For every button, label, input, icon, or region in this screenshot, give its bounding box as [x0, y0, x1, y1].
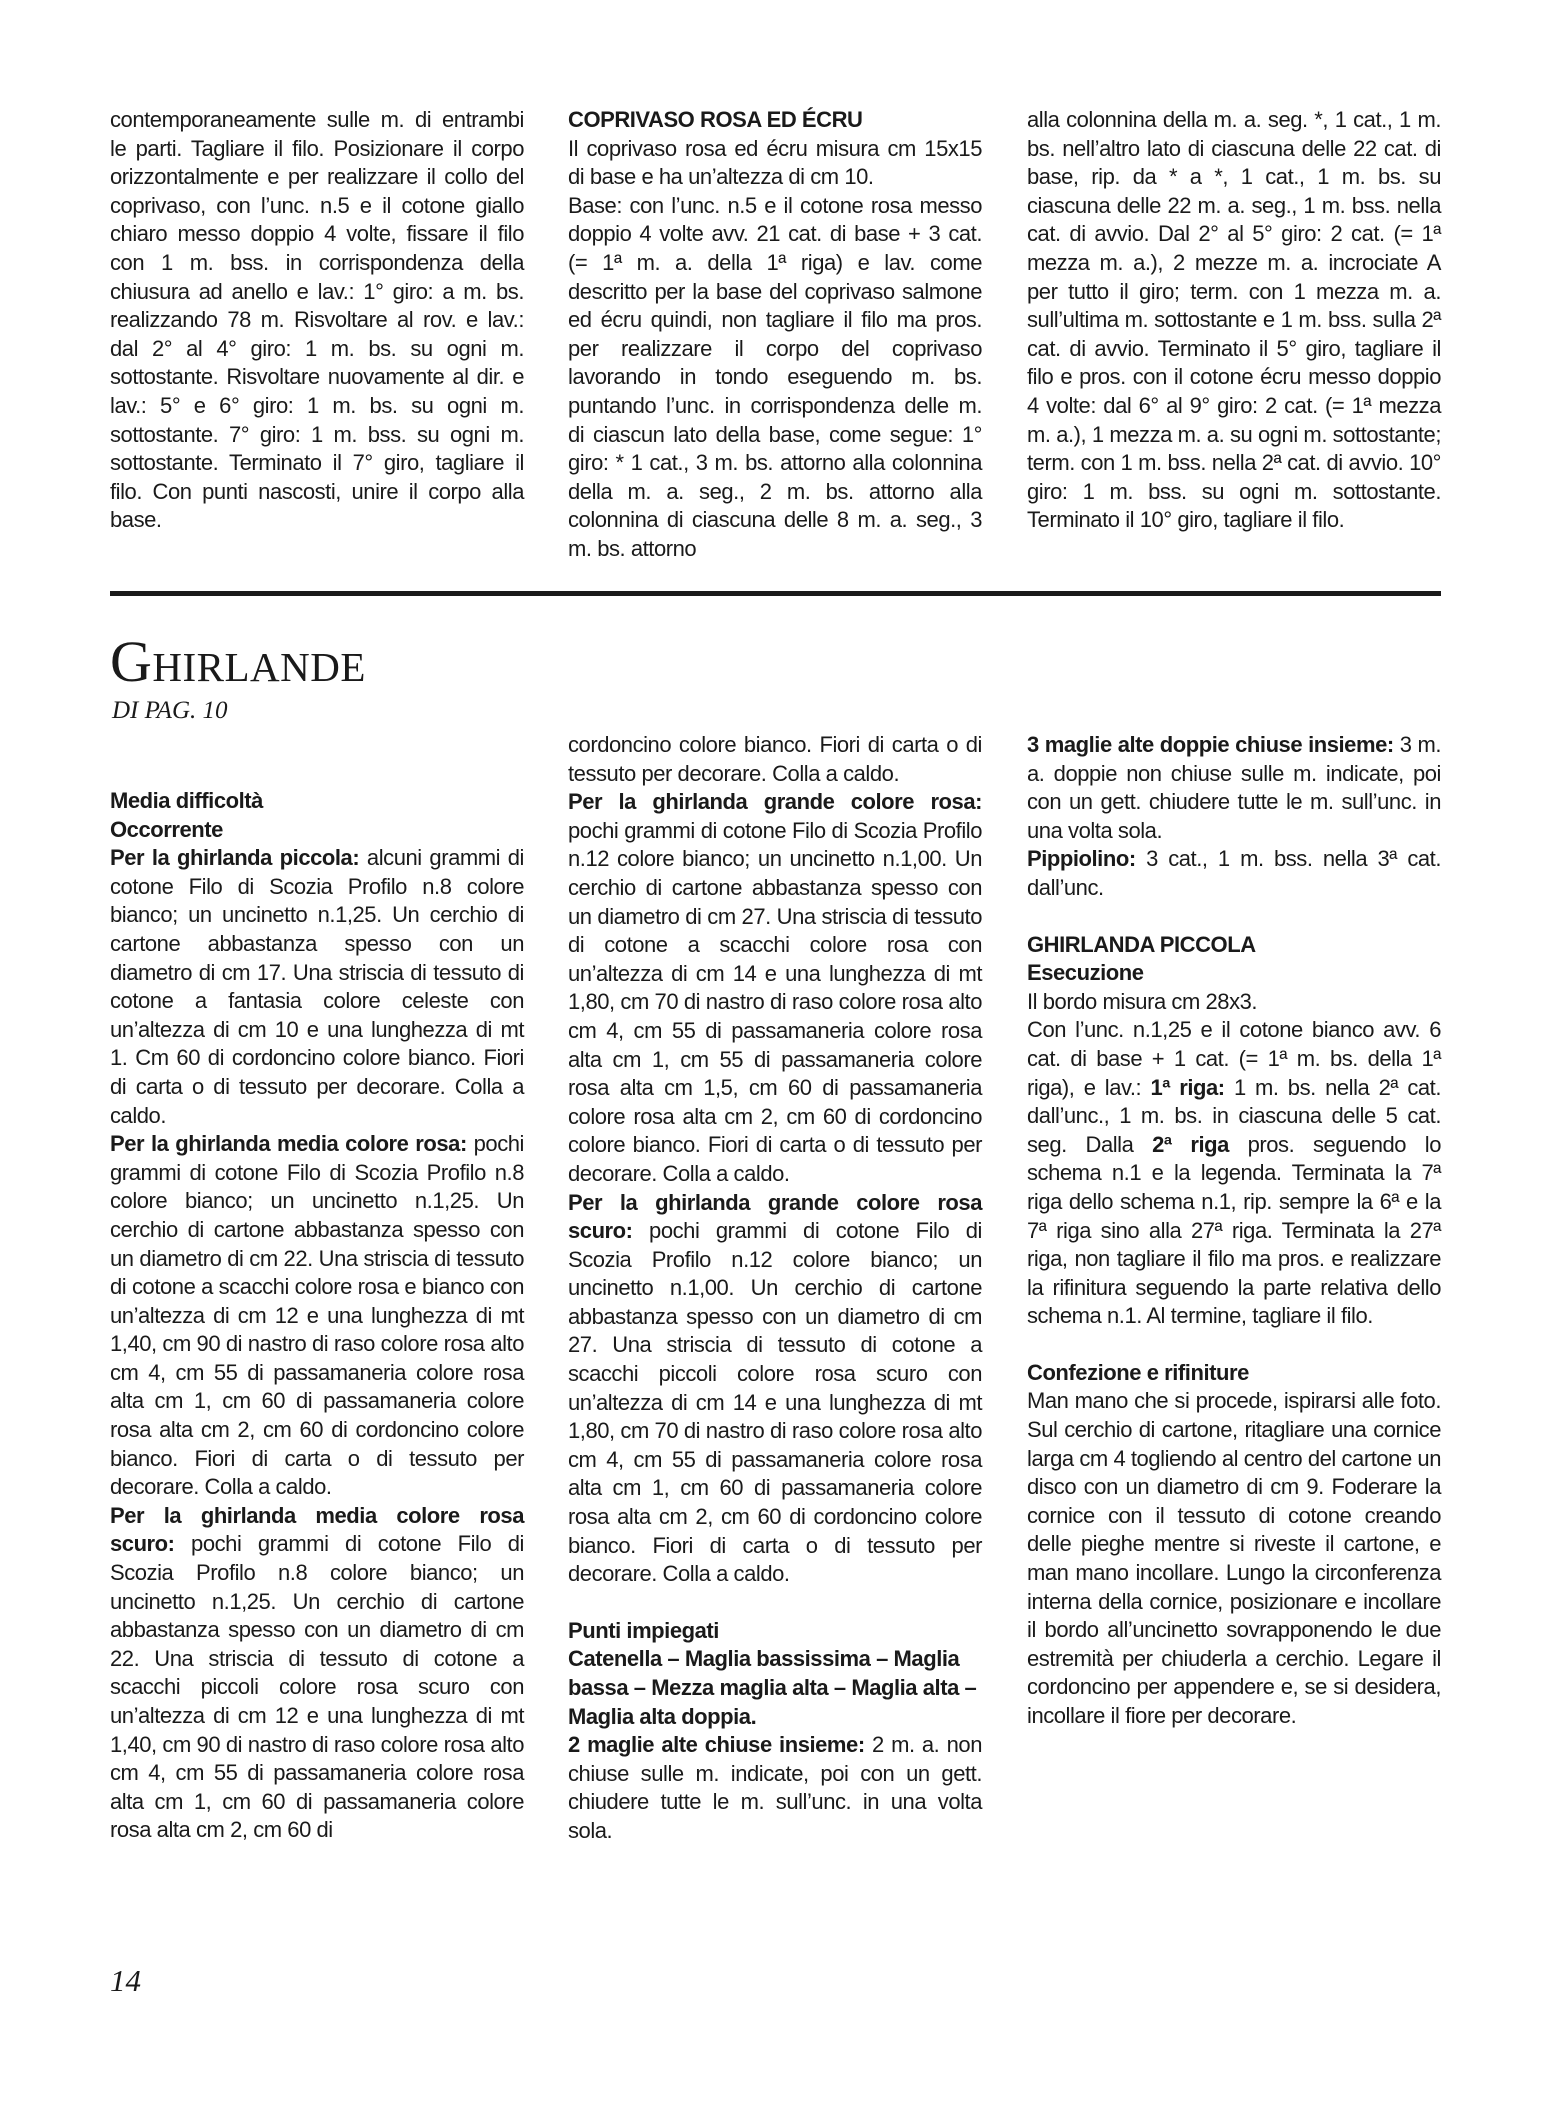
large-pink-materials: Per la ghirlanda grande colore rosa: pochi grammi di cotone Filo di Scozia Profilo n.12 colore bianco; un uncinetto n.1,00. Un cerchio di cartone abbastanza spesso con un diametro di cm 27. Una striscia di tessuto di cotone a scacchi colore rosa con un’altezza di cm 14 e una lunghezza di mt 1,80, cm 70 di nastro di raso colore rosa alto cm 4, cm 55 di passamaneria colore rosa alta cm 1, cm 55 di passamaneria colore rosa alta cm 1,5, cm 60 di passamaneria colore rosa alta cm 2, cm 60 di cordoncino colore bianco. Fiori di carta o di tessuto per decorare. Colla a caldo. [568, 789, 982, 1186]
materials-heading: Occorrente [110, 816, 223, 842]
execution-text: Con l’unc. n.1,25 e il cotone bianco avv. 6 cat. di base + 1 cat. (= 1ª m. bs. della 1ª riga), e lav.: 1ª riga: 1 m. bs. nella 2ª cat. dall’unc., 1 m. bs. in ciascuna delle 5 cat. seg. Dalla 2ª riga pros. seguendo lo schema n.1 e la legenda. Terminata la 7ª riga dello schema n.1, rip. sempre la 6ª e la 7ª riga sino alla 27ª riga. Terminata la 27ª riga, non tagliare il filo ma pros. e realizzare la rifinitura seguendo la parte relativa dello schema n.1. Al termine, tagliare il filo. [1027, 1017, 1441, 1329]
stitches-list: Catenella – Maglia bassissima – Maglia bassa – Mezza maglia alta – Maglia alta – Maglia alta doppia. [568, 1646, 977, 1729]
small-wreath-materials: Per la ghirlanda piccola: alcuni grammi di cotone Filo di Scozia Profilo n.8 colore bianco; un uncinetto n.1,25. Un cerchio di cartone abbastanza spesso con un diametro di cm 17. Una striscia di tessuto di cotone a fantasia colore celeste con un’altezza di cm 10 e una lunghezza di mt 1. Cm 60 di cordoncino colore bianco. Fiori di carta o di tessuto per decorare. Colla a caldo. [110, 845, 524, 1128]
three-dtr-together: 3 maglie alte doppie chiuse insieme: 3 m. a. doppie non chiuse sulle m. indicate, poi con un gett. chiudere tutte le m. sull’unc. in una volta sola. [1027, 732, 1441, 843]
medium-pink-materials: Per la ghirlanda media colore rosa: pochi grammi di cotone Filo di Scozia Profilo n.8 colore bianco; un uncinetto n.1,25. Un cerchio di cartone abbastanza spesso con un diametro di cm 22. Una striscia di tessuto di cotone a scacchi colore rosa e bianco con un’altezza di cm 12 e una lunghezza di mt 1,40, cm 90 di nastro di raso colore rosa alto cm 4, cm 55 di passamaneria colore rosa alta cm 1, cm 60 di passamaneria colore rosa alta cm 2, cm 60 di cordoncino colore bianco. Fiori di carta o di tessuto per decorare. Colla a caldo. [110, 1131, 524, 1500]
page-number: 14 [110, 1963, 141, 1998]
pink-ecru-body: alla colonnina della m. a. seg. *, 1 cat., 1 m. bs. nell’altro lato di ciascuna delle 22 cat. di base, rip. da * a *, 1 cat., 1 m. bs. su ciascuna delle 22 m. a. seg., 1 m. bss. nella cat. di avvio. Dal 2° al 5° giro: 2 cat. (= 1ª mezza m. a.), 2 mezze m. a. incrociate A per tutto il giro; term. con 1 mezza m. a. sull’ultima m. sottostante e 1 m. bss. sulla 2ª cat. di avvio. Terminato il 5° giro, tagliare il filo e pros. con il cotone écru messo doppio 4 volte: dal 6° al 9° giro: 2 cat. (= 1ª mezza m. a.), 1 mezza m. a. su ogni m. sottostante; term. con 1 m. bss. nella 2ª cat. di avvio. 10° giro: 1 m. bss. su ogni m. sottostante. Terminato il 10° giro, tagliare il filo. [1027, 107, 1441, 533]
finishing-heading: Confezione e rifiniture [1027, 1359, 1249, 1385]
section-title: Ghirlande [110, 629, 366, 694]
pink-ecru-heading: COPRIVASO ROSA ED ÉCRU [568, 107, 863, 132]
section-subtitle: DI PAG. 10 [112, 697, 228, 724]
bottom-column-3 [1027, 731, 1441, 1731]
large-dark-materials: Per la ghirlanda grande colore rosa scuro: pochi grammi di cotone Filo di Scozia Profilo n.12 colore bianco; un uncinetto n.1,00. Un cerchio di cartone abbastanza spesso con un diametro di cm 27. Una striscia di tessuto di cotone a scacchi piccoli colore rosa scuro con un’altezza di cm 14 e una lunghezza di mt 1,80, cm 70 di nastro di raso colore rosa alto cm 4, cm 55 di passamaneria colore rosa alta cm 1, cm 60 di passamaneria colore rosa alta cm 2, cm 60 di cordoncino colore bianco. Fiori di carta o di tessuto per decorare. Colla a caldo. [568, 1189, 982, 1587]
top-column-3 [1027, 106, 1441, 535]
difficulty-label: Media difficoltà [110, 788, 263, 813]
top-column-1 [110, 106, 524, 535]
pink-ecru-size: Il coprivaso rosa ed écru misura cm 15x15 di base e ha un’altezza di cm 10. [568, 135, 982, 190]
top-column-2 [568, 106, 982, 564]
small-wreath-heading: GHIRLANDA PICCOLA [1027, 931, 1256, 957]
section-divider [110, 591, 1441, 596]
bottom-column-1 [110, 787, 524, 1845]
bottom-column-2 [568, 731, 982, 1846]
execution-heading: Esecuzione [1027, 960, 1144, 986]
stitches-heading: Punti impiegati [568, 1617, 719, 1643]
edge-size: Il bordo misura cm 28x3. [1027, 988, 1258, 1014]
two-tr-together: 2 maglie alte chiuse insieme: 2 m. a. non chiuse sulle m. indicate, poi con un gett. chiudere tutte le m. sull’unc. in una volta sola. [568, 1732, 982, 1843]
picot-definition: Pippiolino: 3 cat., 1 m. bss. nella 3ª cat. dall’unc. [1027, 846, 1441, 900]
finishing-text: Man mano che si procede, ispirarsi alle foto. Sul cerchio di cartone, ritagliare una cornice larga cm 4 togliendo al centro del cartone un disco con un diametro di cm 9. Foderare la cornice con il tessuto di cotone creando delle pieghe mentre si riveste il cartone, e man mano incollare. Lungo la circonferenza interna della cornice, posizionare e incollare il bordo all’uncinetto sovrapponendo le due estremità per chiuderla a cerchio. Legare il cordoncino per appendere e, se si desidera, incollare il fiore per decorare. [1027, 1388, 1441, 1728]
medium-dark-materials: Per la ghirlanda media colore rosa scuro: pochi grammi di cotone Filo di Scozia Profilo n.8 colore bianco; un uncinetto n.1,25. Un cerchio di cartone abbastanza spesso con un diametro di cm 22. Una striscia di tessuto di cotone a scacchi piccoli colore rosa scuro con un’altezza di cm 12 e una lunghezza di mt 1,40, cm 90 di nastro di raso colore rosa alto cm 4, cm 55 di passamaneria colore rosa alta cm 1, cm 60 di passamaneria colore rosa alta cm 2, cm 60 di [110, 1502, 524, 1843]
collar-instructions: contemporaneamente sulle m. di entrambi le parti. Tagliare il filo. Posizionare il corpo orizzontalmente e per realizzare il collo del coprivaso, con l’unc. n.5 e il cotone giallo chiaro messo doppio 4 volte, fissare il filo con 1 m. bss. in corrispondenza della chiusura ad anello e lav.: 1° giro: a m. bs. realizzando 78 m. Risvoltare al rov. e lav.: dal 2° al 4° giro: 1 m. bs. su ogni m. sottostante. Risvoltare nuovamente al dir. e lav.: 5° e 6° giro: 1 m. bs. su ogni m. sottostante. 7° giro: 1 m. bss. su ogni m. sottostante. Terminato il 7° giro, tagliare il filo. Con punti nascosti, unire il corpo alla base. [110, 107, 524, 533]
pink-ecru-base: Base: con l’unc. n.5 e il cotone rosa messo doppio 4 volte avv. 21 cat. di base + 3 cat. (= 1ª m. a. della 1ª riga) e lav. come descritto per la base del coprivaso salmone ed écru quindi, non tagliare il filo ma pros. per realizzare il corpo del coprivaso lavorando in tondo eseguendo m. bs. puntando l’unc. in corrispondenza delle m. di ciascun lato della base, come segue: 1° giro: * 1 cat., 3 m. bs. attorno alla colonnina della m. a. seg., 2 m. bs. attorno alla colonnina di ciascuna delle 8 m. a. seg., 3 m. bs. attorno [568, 192, 982, 561]
medium-dark-materials-cont: cordoncino colore bianco. Fiori di carta o di tessuto per decorare. Colla a caldo. [568, 732, 982, 786]
